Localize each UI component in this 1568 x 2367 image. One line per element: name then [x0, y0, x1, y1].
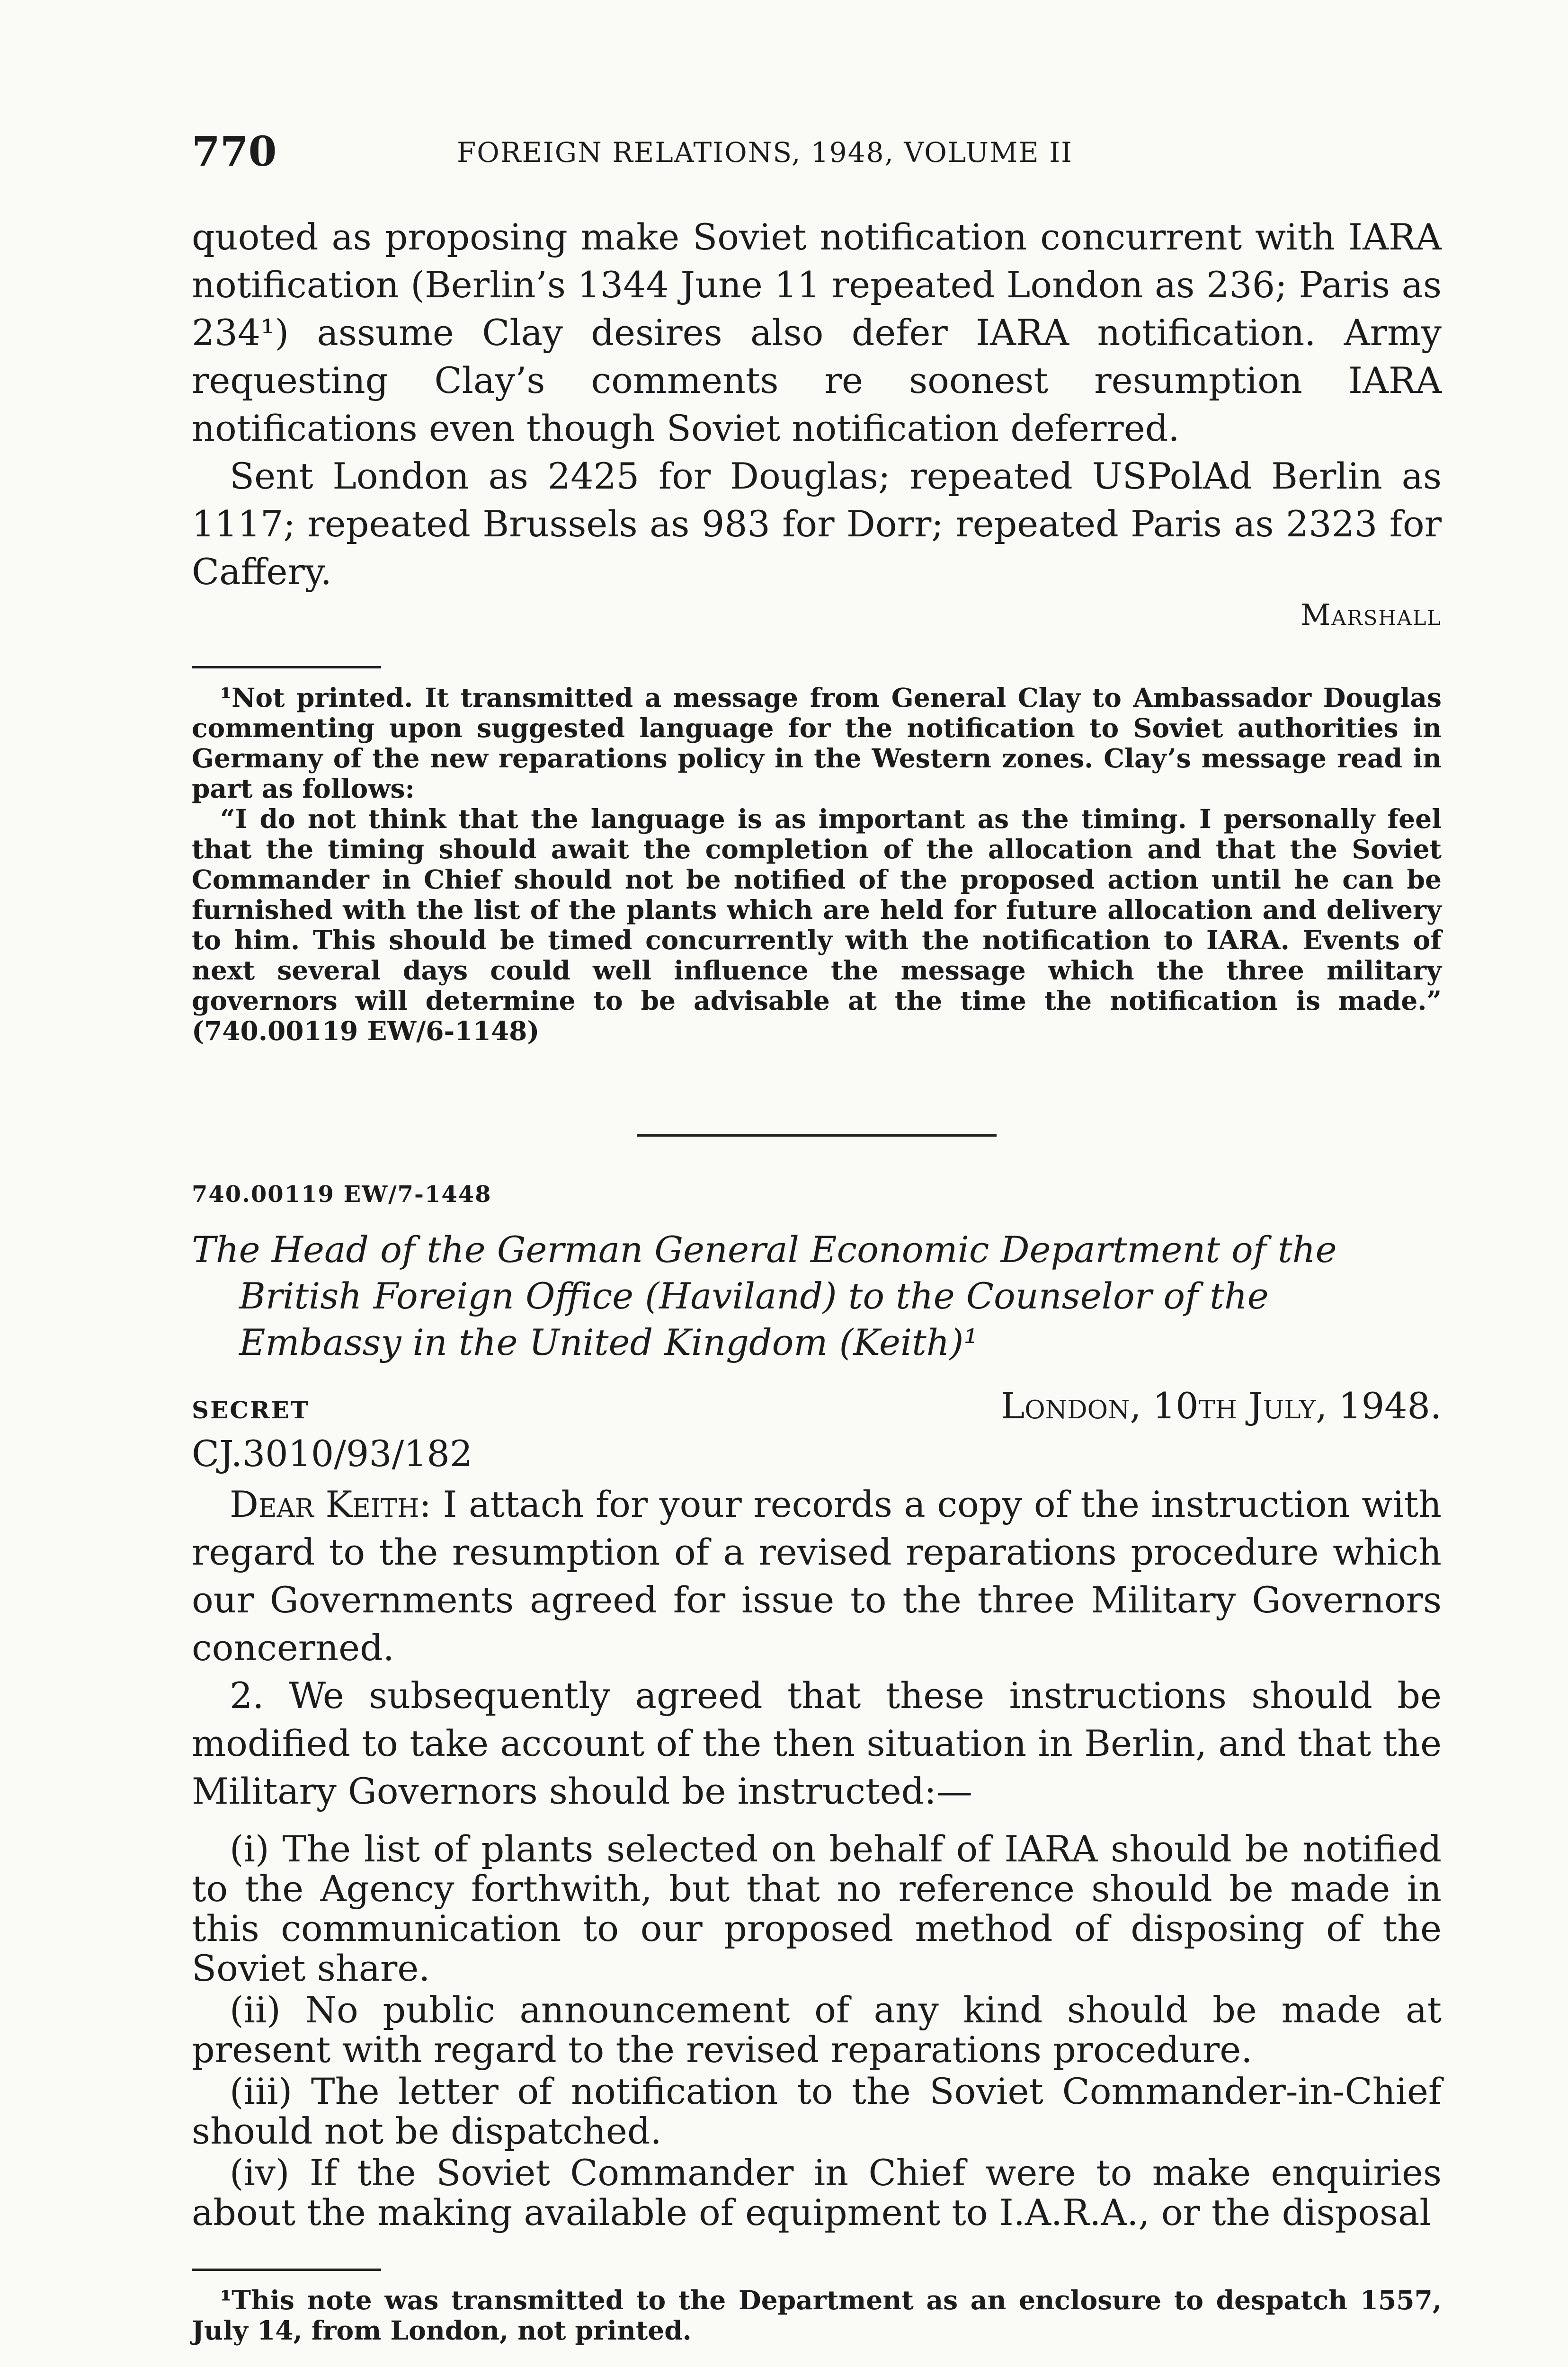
body-paragraph: quoted as proposing make Soviet notification concurrent with IARA notification (Berlin’s 1344 June 11 repeated London as 236; Paris as 234¹) assume Clay desires also defer IARA notification. Army requesting Clay’s comments re soonest resumption IARA notifications even though Soviet notification deferred. — [192, 216, 1442, 449]
instruction-list — [192, 1829, 1442, 2233]
document-block — [192, 1181, 1442, 2234]
divider-rule — [637, 1134, 997, 1137]
page-header — [192, 123, 1442, 180]
dateline: London, 10th July, 1948. — [1000, 1385, 1442, 1427]
letter-paragraph: 2. We subsequently agreed that these instructions should be modified to take account of the then situation in Berlin, and that the Military Governors should be instructed:— — [192, 1674, 1442, 1812]
footnote-block — [192, 656, 1442, 1046]
list-item: (iii) The letter of notification to the Soviet Commander-in-Chief should not be dispatched. — [192, 2070, 1442, 2152]
footnote-rule — [192, 666, 381, 668]
running-head: FOREIGN RELATIONS, 1948, VOLUME II — [457, 136, 1073, 169]
letter-paragraph — [192, 1480, 1442, 1672]
letter-text: I attach for your records a copy of the instruction with regard to the resumption of a revised reparations procedure which our Governments agreed for issue to the three Military Governors concerned. — [192, 1483, 1442, 1669]
dateline-row — [192, 1385, 1442, 1427]
footnote-text: ¹This note was transmitted to the Department as an enclosure to despatch 1557, July 14, from London, not printed. — [192, 2285, 1442, 2346]
telegram-continuation — [192, 213, 1442, 632]
list-item: (iv) If the Soviet Commander in Chief were to make enquiries about the making available of equipment to I.A.R.A., or the disposal — [192, 2152, 1442, 2234]
list-item: (ii) No public announcement of any kind should be made at present with regard to the revised reparations procedure. — [192, 1989, 1442, 2071]
footnote-text: ¹Not printed. It transmitted a message from General Clay to Ambassador Douglas commenting upon suggested language for the notification to Soviet authorities in Germany of the new reparations policy in the Western zones. Clay’s message read in part as follows: — [192, 682, 1442, 804]
file-number: 740.00119 EW/7-1448 — [192, 1181, 492, 1208]
classification: SECRET — [192, 1396, 310, 1424]
salutation: Dear Keith: — [230, 1483, 431, 1525]
body-paragraph: Sent London as 2425 for Douglas; repeated USPolAd Berlin as 1117; repeated Brussels as 983 for Dorr; repeated Paris as 2323 for Caffery. — [192, 455, 1442, 593]
footnote-rule — [192, 2269, 381, 2271]
footnote-block — [192, 2258, 1442, 2346]
document-title: The Head of the German General Economic Department of the British Foreign Office (Haviland) to the Counselor of the Embassy in the United Kingdom (Keith)¹ — [192, 1228, 1337, 1363]
reference-number: CJ.3010/93/182 — [192, 1433, 473, 1475]
list-item: (i) The list of plants selected on behalf of IARA should be notified to the Agency forthwith, but that no reference should be made in this communication to our proposed method of disposing of the Soviet share. — [192, 1828, 1442, 1989]
page-number: 770 — [192, 128, 277, 176]
section-divider — [192, 1134, 1442, 1137]
signature: Marshall — [1300, 597, 1442, 632]
footnote-quote: “I do not think that the language is as important as the timing. I personally feel that the timing should await the completion of the allocation and that the Soviet Commander in Chief should not be notified of the proposed action until he can be furnished with the list of the plants which are held for future allocation and delivery to him. This should be timed concurrently with the notification to IARA. Events of next several days could well influence the message which the three military governors will determine to be advisable at the time the notification is made.” (740.00119 EW/6-1148) — [192, 803, 1442, 1046]
